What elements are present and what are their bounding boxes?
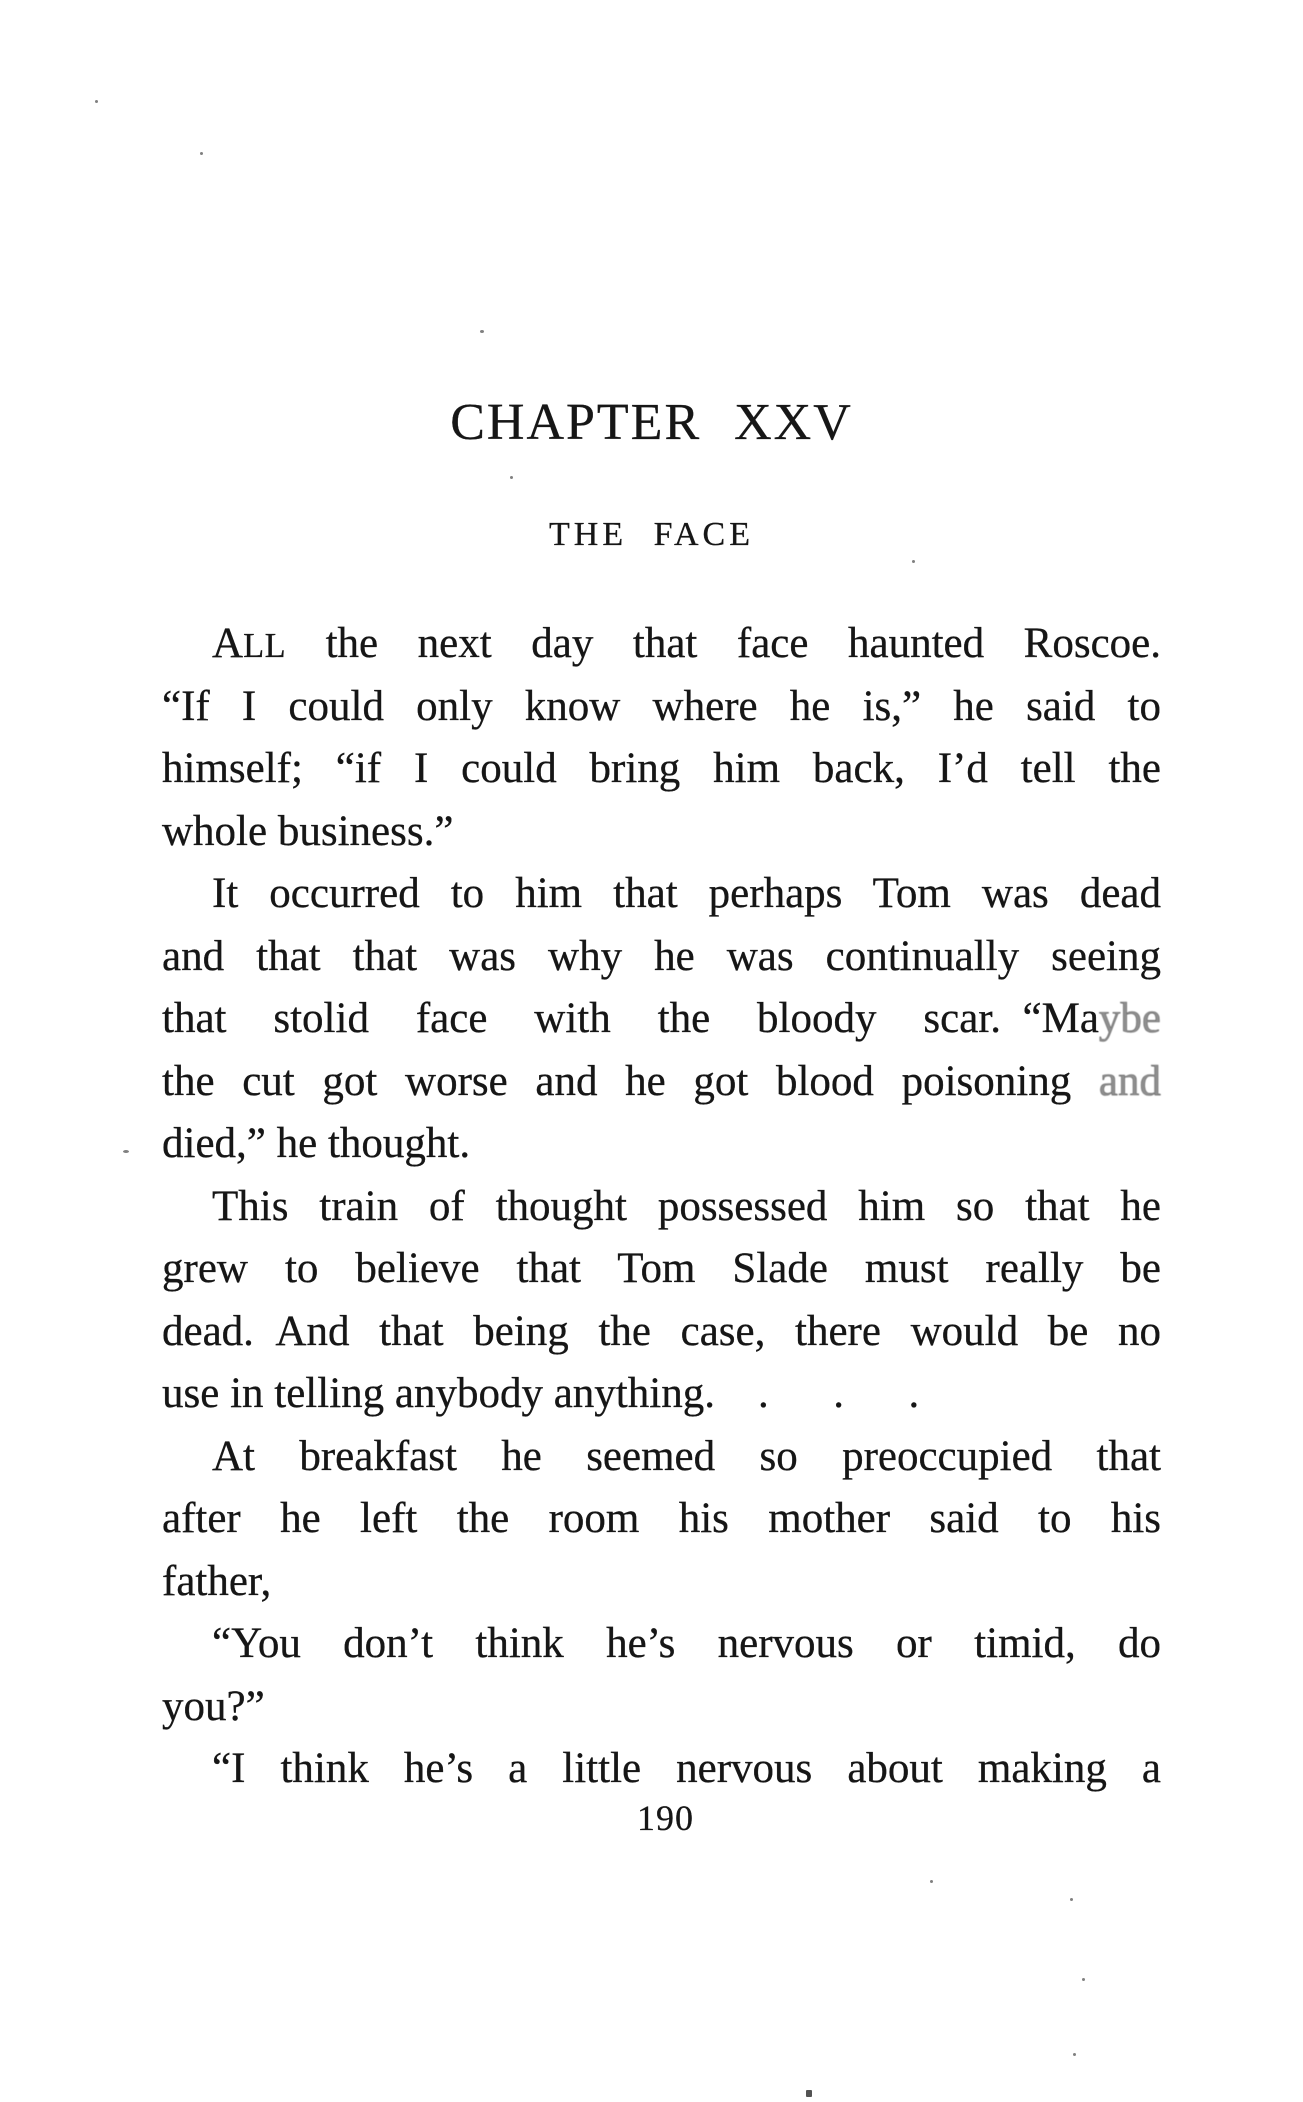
- chapter-heading: CHAPTER XXV: [450, 394, 853, 451]
- text-segment: LL: [243, 627, 287, 665]
- body-line: [162, 1676, 1161, 1739]
- text-segment: father,: [162, 1557, 272, 1605]
- body-text: [162, 613, 1161, 1801]
- body-line: [162, 863, 1161, 926]
- text-segment: died,” he thought.: [162, 1120, 471, 1167]
- text-segment: grew to believe that Tom Slade must really be: [162, 1245, 1161, 1292]
- text-segment: the cut got worse and he got blood poisoning: [162, 1057, 1099, 1105]
- body-line: [162, 613, 1161, 676]
- scan-speck: [806, 2090, 812, 2097]
- body-line: [162, 926, 1161, 989]
- body-line: [162, 1051, 1161, 1114]
- text-segment: At breakfast he seemed so preoccupied that: [212, 1432, 1161, 1480]
- body-line: [162, 1488, 1161, 1551]
- scan-speck: [200, 152, 203, 155]
- body-line: [162, 1738, 1161, 1801]
- paragraph: [162, 613, 1161, 863]
- chapter-subtitle: THE FACE: [549, 516, 754, 553]
- scan-speck: [480, 330, 484, 333]
- text-segment: you?”: [162, 1682, 265, 1730]
- faded-print-text: and: [1098, 1057, 1161, 1105]
- faded-print-text: ybe: [1098, 995, 1161, 1042]
- text-segment: This train of thought possessed him so that he: [212, 1182, 1161, 1230]
- text-segment: himself; “if I could bring him back, I’d tell the: [162, 745, 1161, 792]
- paragraph: [162, 1738, 1161, 1801]
- body-line: [162, 1238, 1161, 1301]
- page-number: 190: [637, 1798, 694, 1838]
- paragraph: [162, 1613, 1161, 1738]
- body-line: [162, 738, 1161, 801]
- scan-speck: [123, 1150, 129, 1153]
- body-line: [162, 1176, 1161, 1239]
- body-line: [162, 1426, 1161, 1489]
- scan-speck: [95, 100, 98, 103]
- body-line: [162, 801, 1161, 864]
- scan-speck: [930, 1880, 933, 1883]
- scan-speck: [1082, 1978, 1085, 1981]
- paragraph: [162, 1426, 1161, 1614]
- text-segment: “I think he’s a little nervous about making a: [212, 1745, 1161, 1792]
- body-line: [162, 988, 1161, 1051]
- text-segment: A: [212, 620, 244, 667]
- text-segment: “You don’t think he’s nervous or timid, do: [212, 1620, 1161, 1667]
- text-segment: whole business.”: [162, 807, 454, 855]
- body-line: [162, 1113, 1161, 1176]
- text-segment: after he left the room his mother said to his: [162, 1495, 1161, 1542]
- scan-speck: [510, 476, 513, 479]
- paragraph: [162, 1176, 1161, 1426]
- text-segment: that stolid face with the bloody scar. “Ma: [162, 995, 1099, 1042]
- text-segment: It occurred to him that perhaps Tom was dead: [212, 870, 1161, 917]
- body-line: [162, 676, 1161, 739]
- paragraph: [162, 863, 1161, 1176]
- text-segment: “If I could only know where he is,” he said to: [162, 682, 1161, 730]
- text-segment: the next day that face haunted Roscoe.: [286, 620, 1161, 667]
- body-line: [162, 1301, 1161, 1364]
- text-segment: and that that was why he was continually seeing: [162, 932, 1161, 980]
- body-line: [162, 1551, 1161, 1614]
- body-line: [162, 1613, 1161, 1676]
- scan-speck: [1073, 2053, 1076, 2056]
- text-segment: use in telling anybody anything. . . .: [162, 1370, 920, 1417]
- scan-speck: [1070, 1898, 1073, 1901]
- body-line: [162, 1363, 1161, 1426]
- text-segment: dead. And that being the case, there would be no: [162, 1307, 1161, 1355]
- scan-speck: [912, 560, 915, 563]
